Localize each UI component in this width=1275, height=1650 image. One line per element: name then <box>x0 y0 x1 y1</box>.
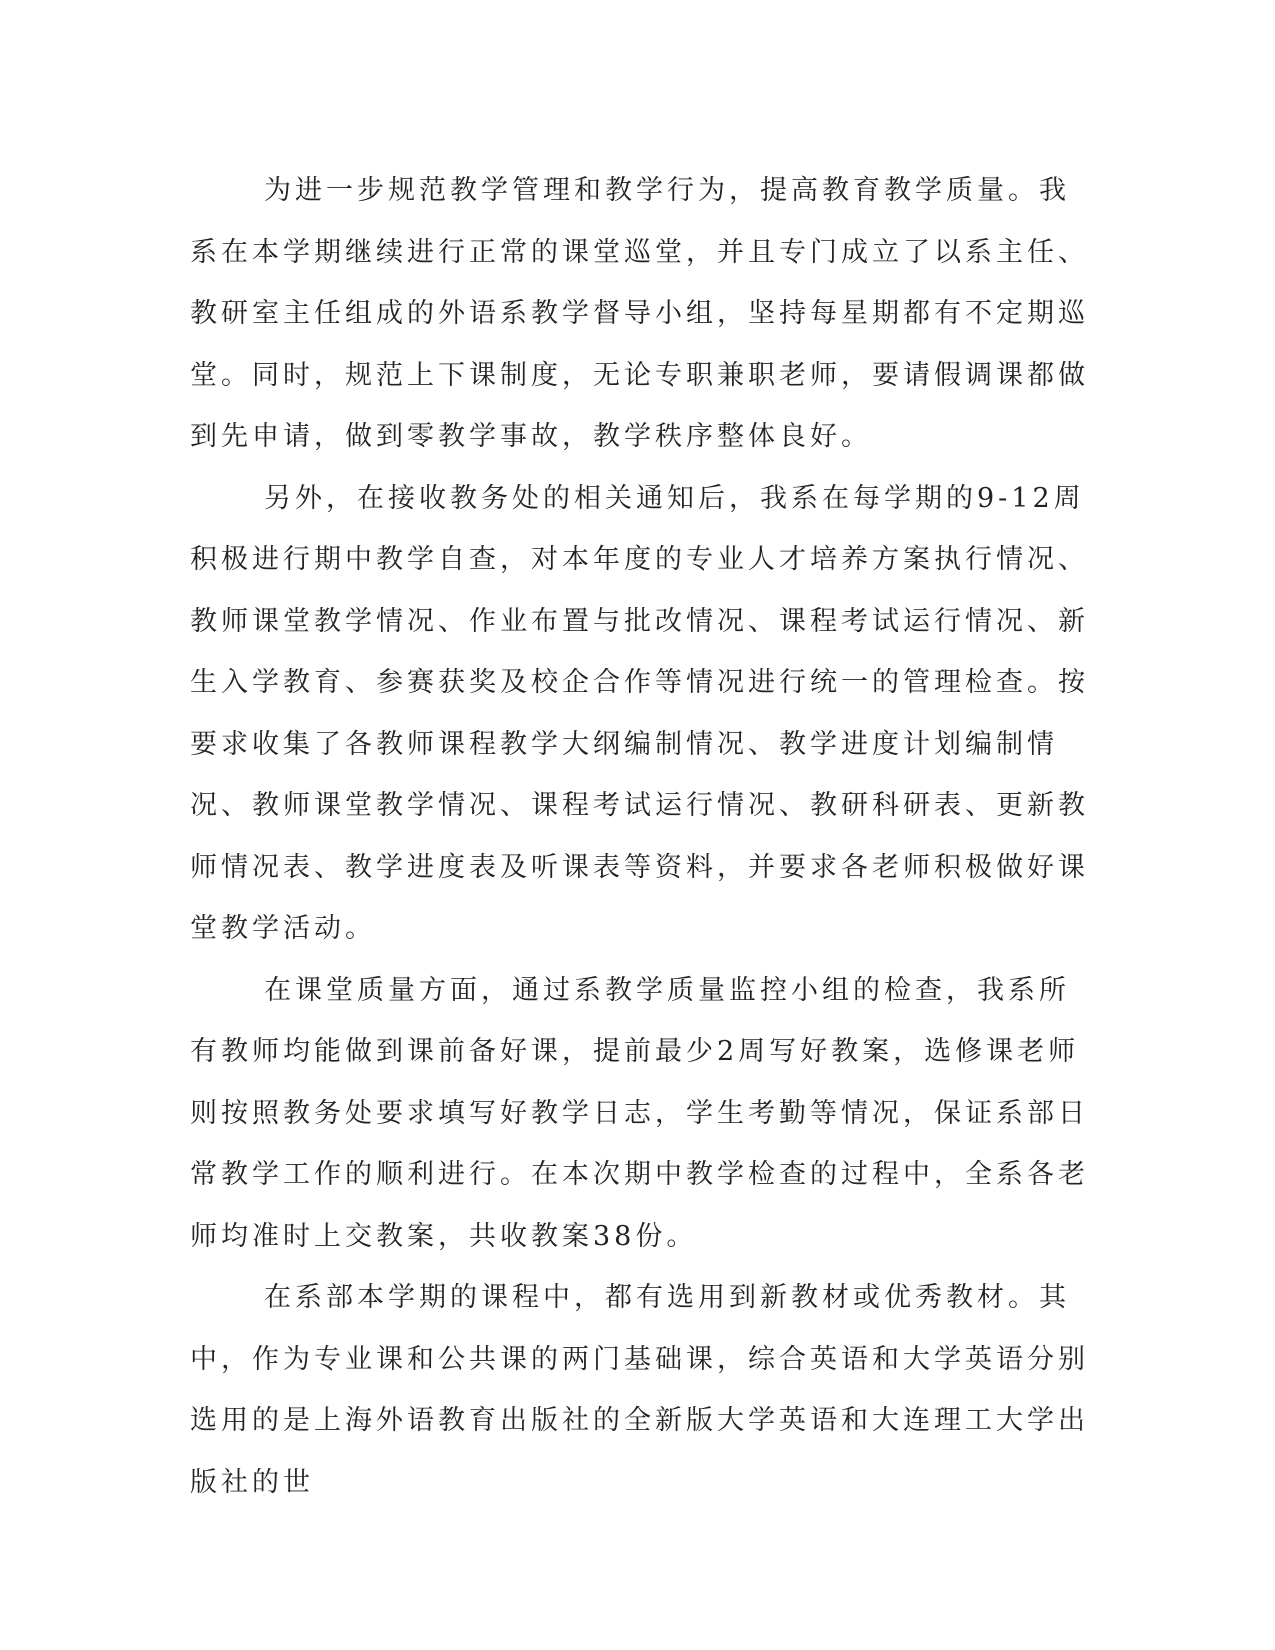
paragraph-2: 另外，在接收教务处的相关通知后，我系在每学期的9-12周积极进行期中教学自查，对本年度的专业人才培养方案执行情况、教师课堂教学情况、作业布置与批改情况、课程考试运行情况、新生入学教育、参赛获奖及校企合作等情况进行统一的管理检查。按要求收集了各教师课程教学大纲编制情况、教学进度计划编制情况、教师课堂教学情况、课程考试运行情况、教研科研表、更新教师情况表、教学进度表及听课表等资料，并要求各老师积极做好课堂教学活动。 <box>190 482 1089 944</box>
paragraph-1: 为进一步规范教学管理和教学行为，提高教育教学质量。我系在本学期继续进行正常的课堂巡堂，并且专门成立了以系主任、教研室主任组成的外语系教学督导小组，坚持每星期都有不定期巡堂。同时，规范上下课制度，无论专职兼职老师，要请假调课都做到先申请，做到零教学事故，教学秩序整体良好。 <box>190 175 1089 452</box>
paragraph-3: 在课堂质量方面，通过系教学质量监控小组的检查，我系所有教师均能做到课前备好课，提前最少2周写好教案，选修课老师则按照教务处要求填写好教学日志，学生考勤等情况，保证系部日常教学工作的顺利进行。在本次期中教学检查的过程中，全系各老师均准时上交教案，共收教案38份。 <box>190 974 1089 1252</box>
paragraph-4: 在系部本学期的课程中，都有选用到新教材或优秀教材。其中，作为专业课和公共课的两门基础课，综合英语和大学英语分别选用的是上海外语教育出版社的全新版大学英语和大连理工大学出版社的世 <box>190 1282 1089 1498</box>
document-body <box>190 160 1090 1513</box>
